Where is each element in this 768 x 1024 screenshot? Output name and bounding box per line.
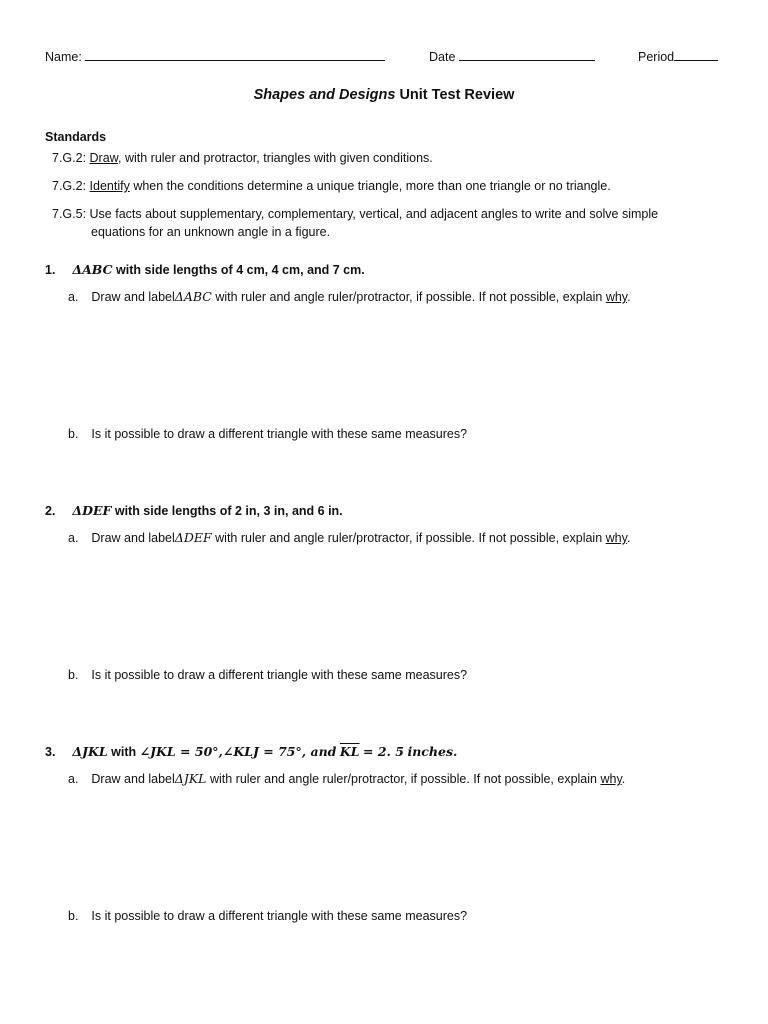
part-text: Is it possible to draw a different triangle with these same measures?: [91, 427, 468, 441]
triangle-symbol: ΔJKL: [72, 744, 108, 759]
angle-condition: ∠KLJ = 75°: [222, 744, 302, 759]
part-label: b.: [68, 909, 79, 923]
standard-item: [52, 179, 611, 193]
question-number: 3.: [45, 745, 56, 759]
question-number: 2.: [45, 504, 56, 518]
standards-heading: Standards: [45, 130, 107, 144]
answer-space[interactable]: [80, 793, 720, 898]
part-end: .: [627, 290, 631, 304]
question-3: [45, 744, 457, 759]
part-text: Is it possible to draw a different triangle with these same measures?: [91, 909, 468, 923]
part-text: Draw and label: [91, 772, 175, 786]
standard-text: when the conditions determine a unique triangle, more than one triangle or no triangle.: [129, 179, 611, 193]
question-text: with side lengths of 2 in, 3 in, and 6 in.: [114, 504, 343, 518]
triangle-symbol: ΔJKL: [174, 771, 207, 786]
page-title: [0, 87, 768, 103]
why-word: why: [605, 290, 628, 304]
triangle-symbol: ΔDEF: [72, 503, 112, 518]
part-label: a.: [68, 772, 79, 786]
period-field[interactable]: [638, 48, 718, 64]
part-text: with ruler and angle ruler/protractor, if possible. If not possible, explain: [215, 290, 603, 304]
part-label: a.: [68, 290, 79, 304]
part-label: a.: [68, 531, 79, 545]
standard-text-continued: equations for an unknown angle in a figure.: [91, 225, 331, 239]
question-2a: [68, 530, 630, 545]
standard-item: [52, 151, 433, 165]
standard-text: Use facts about supplementary, complementary, vertical, and adjacent angles to write and solve simple: [89, 207, 659, 221]
question-text: with: [111, 745, 137, 759]
part-text: with ruler and angle ruler/protractor, if possible. If not possible, explain: [215, 531, 603, 545]
triangle-symbol: ΔABC: [174, 289, 212, 304]
title-rest: Unit Test Review: [399, 87, 515, 103]
standard-verb: Identify: [89, 179, 130, 193]
question-number: 1.: [45, 263, 56, 277]
standard-verb: Draw: [89, 151, 119, 165]
part-end: .: [621, 772, 626, 786]
question-1: [45, 262, 365, 277]
standard-text: , with ruler and protractor, triangles with given conditions.: [118, 151, 433, 165]
question-3a: [68, 771, 625, 786]
triangle-symbol: ΔABC: [72, 262, 113, 277]
segment-value: = 2. 5: [363, 744, 404, 759]
name-label: Name:: [45, 50, 82, 64]
angle-condition: ∠JKL = 50°: [139, 744, 219, 759]
part-label: b.: [68, 427, 79, 441]
why-word: why: [600, 772, 622, 786]
answer-space[interactable]: [80, 552, 720, 657]
part-text: Draw and label: [91, 531, 175, 545]
standard-code: 7.G.2:: [52, 179, 87, 193]
date-field[interactable]: [429, 48, 595, 64]
period-blank[interactable]: [674, 48, 718, 61]
question-1b: [68, 427, 467, 441]
answer-space[interactable]: [80, 310, 720, 415]
triangle-symbol: ΔDEF: [174, 530, 212, 545]
part-text: Is it possible to draw a different triangle with these same measures?: [91, 668, 468, 682]
why-word: why: [605, 531, 627, 545]
standard-code: 7.G.5:: [52, 207, 87, 221]
question-2b: [68, 668, 467, 682]
name-field[interactable]: [45, 48, 385, 64]
conjunction: , and: [301, 744, 337, 759]
name-blank[interactable]: [85, 48, 385, 61]
part-label: b.: [68, 668, 79, 682]
date-label: Date: [429, 50, 456, 64]
period-label: Period: [638, 50, 675, 64]
standard-code: 7.G.2:: [52, 151, 87, 165]
separator: ,: [218, 744, 223, 759]
title-italic: Shapes and Designs: [253, 87, 396, 103]
part-end: .: [626, 531, 631, 545]
part-text: with ruler and angle ruler/protractor, if possible. If not possible, explain: [209, 772, 597, 786]
segment-unit: inches.: [407, 744, 458, 759]
question-text: with side lengths of 4 cm, 4 cm, and 7 cm.: [116, 263, 365, 277]
part-text: Draw and label: [91, 290, 175, 304]
question-1a: [68, 289, 631, 304]
question-3b: [68, 909, 467, 923]
standard-item: [52, 207, 658, 221]
date-blank[interactable]: [459, 48, 595, 61]
segment-symbol: $\overline{KL}$: [339, 744, 360, 759]
question-2: [45, 503, 343, 518]
